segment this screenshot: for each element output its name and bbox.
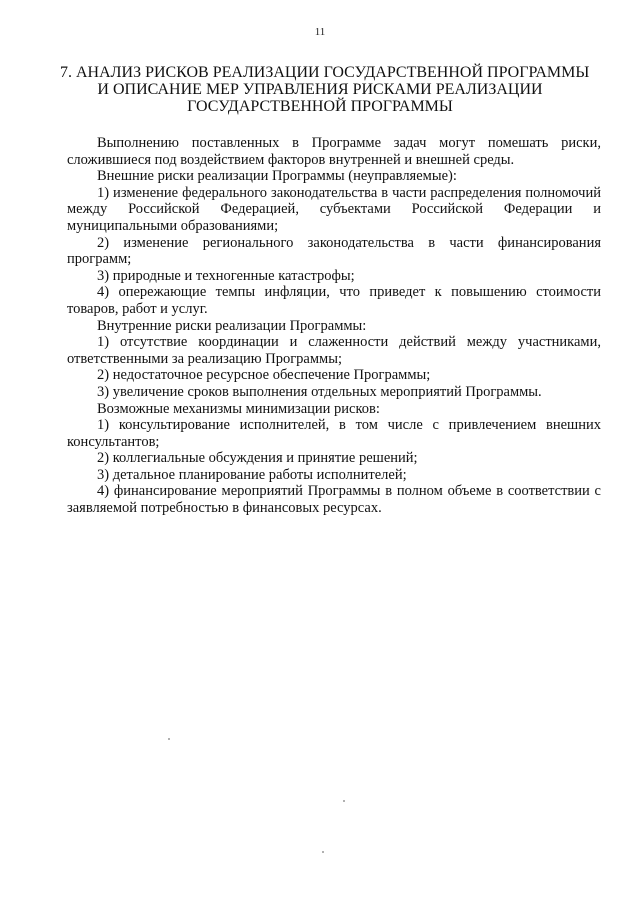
list-item-external-2: 2) изменение регионального законодательства в части финансирования программ; [67,234,601,268]
list-item-external-4: 4) опережающие темпы инфляции, что приведет к повышению стоимости товаров, работ и услуг. [67,284,601,317]
section-heading [60,64,590,115]
list-item-external-3: 3) природные и техногенные катастрофы; [97,267,355,284]
list-item-internal-2: 2) недостаточное ресурсное обеспечение Программы; [97,367,431,384]
heading-line-2: И ОПИСАНИЕ МЕР УПРАВЛЕНИЯ РИСКАМИ РЕАЛИЗАЦИИ [97,81,543,98]
list-item-mechanism-2: 2) коллегиальные обсуждения и принятие решений; [97,450,418,467]
scan-speck [322,851,324,853]
list-item-mechanism-1: 1) консультирование исполнителей, в том числе с привлечением внешних консультантов; [67,417,601,450]
paragraph-external-risks-title: Внешние риски реализации Программы (неуправляемые): [97,168,457,185]
list-item-internal-3: 3) увеличение сроков выполнения отдельных мероприятий Программы. [97,383,542,400]
scan-speck [343,800,345,802]
section-body [67,135,601,517]
paragraph-internal-risks-title: Внутренние риски реализации Программы: [97,317,367,334]
paragraph-mechanisms-title: Возможные механизмы минимизации рисков: [97,400,380,417]
paragraph-intro: Выполнению поставленных в Программе задач могут помешать риски, сложившиеся под воздействием факторов внутренней и внешней среды. [67,135,601,168]
list-item-mechanism-4: 4) финансирование мероприятий Программы в полном объеме в соответствии с заявляемой потребностью в финансовых ресурсах. [67,483,601,517]
list-item-internal-1: 1) отсутствие координации и слаженности действий между участниками, ответственными за реализацию Программы; [67,334,601,367]
list-item-external-1: 1) изменение федерального законодательства в части распределения полномочий между Российской Федерацией, субъектами Российской Федерации и муниципальными образованиями; [67,184,601,234]
page-number: 11 [314,26,326,38]
list-item-mechanism-3: 3) детальное планирование работы исполнителей; [97,466,407,483]
scan-speck [168,738,170,740]
heading-line-3: ГОСУДАРСТВЕННОЙ ПРОГРАММЫ [187,98,453,115]
heading-line-1: 7. АНАЛИЗ РИСКОВ РЕАЛИЗАЦИИ ГОСУДАРСТВЕННОЙ ПРОГРАММЫ [60,64,590,81]
